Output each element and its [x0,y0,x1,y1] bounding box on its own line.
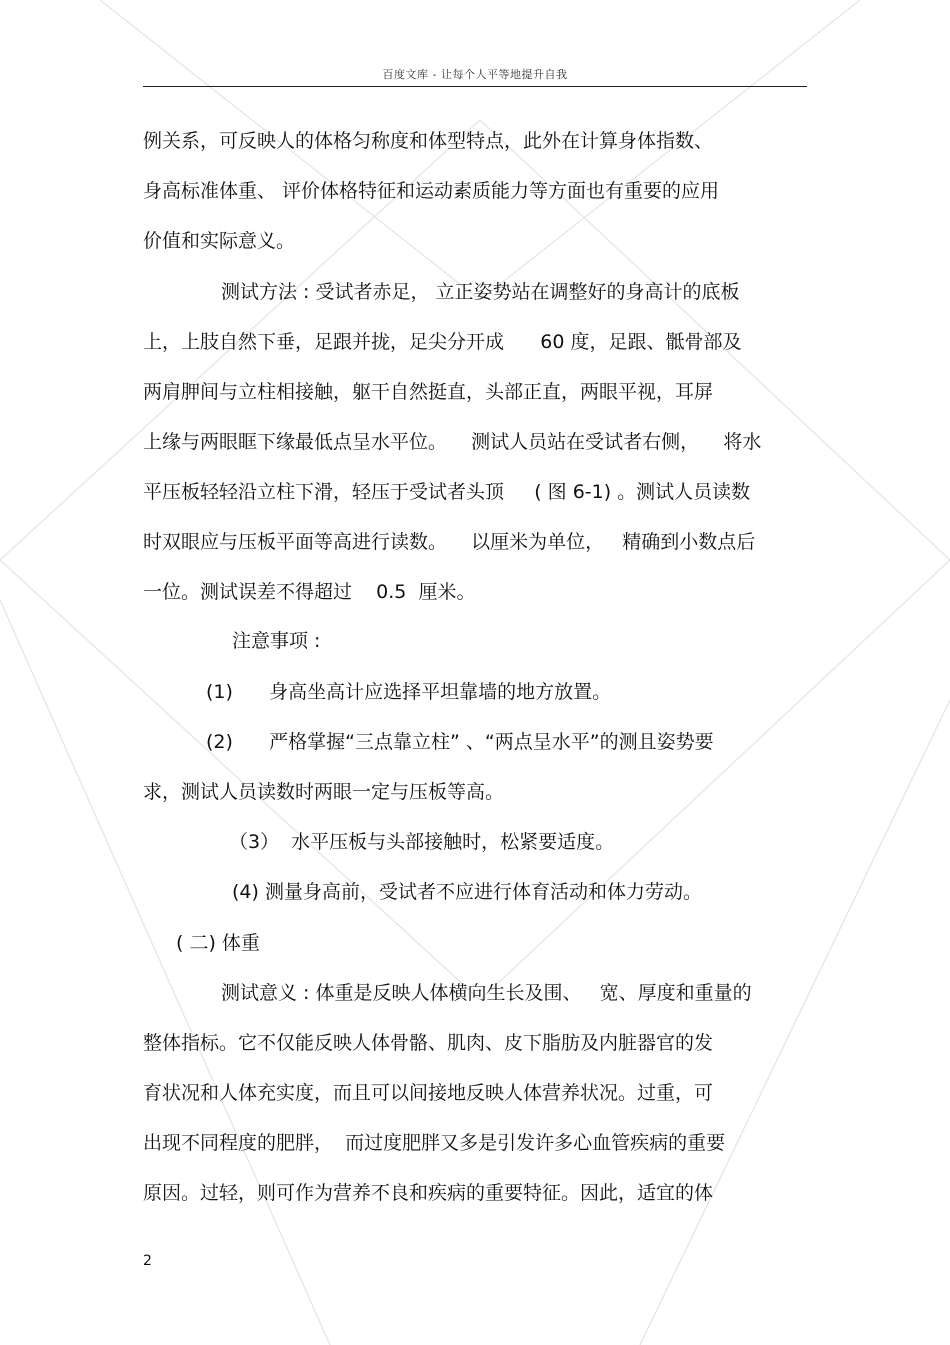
page-number: 2 [143,1253,152,1269]
text-line: 平压板轻轻沿立柱下滑，轻压于受试者头顶 ( 图 6-1) 。测试人员读数 [143,481,751,503]
text-line: 两肩胛间与立柱相接触，躯干自然挺直，头部正直，两眼平视，耳屏 [143,381,714,403]
section-heading: 注意事项 : [232,630,321,652]
text-line: 例关系，可反映人的体格匀称度和体型特点，此外在计算身体指数、 [143,130,714,152]
list-item: (2) 严格掌握“三点靠立柱” 、“两点呈水平”的测且姿势要 [206,731,714,753]
text-line: 出现不同程度的肥胖， 而过度肥胖又多是引发许多心血管疾病的重要 [143,1132,726,1154]
text-line: 时双眼应与压板平面等高进行读数。 以厘米为单位， 精确到小数点后 [143,531,756,553]
text-line: 测试意义 : 体重是反映人体横向生长及围、 宽、厚度和重量的 [221,982,752,1004]
section-heading: ( 二) 体重 [176,932,260,954]
text-line: 一位。测试误差不得超过 0.5 厘米。 [143,581,476,603]
text-line: 求，测试人员读数时两眼一定与压板等高。 [143,781,505,803]
header-divider [143,86,807,87]
list-item: (4) 测量身高前，受试者不应进行体育活动和体力劳动。 [232,881,702,903]
text-line: 身高标准体重、 评价体格特征和运动素质能力等方面也有重要的应用 [143,180,720,202]
list-item: （3） 水平压板与头部接触时，松紧要适度。 [229,831,615,853]
text-line: 育状况和人体充实度，而且可以间接地反映人体营养状况。过重，可 [143,1082,714,1104]
page-header: 百度文库 - 让每个人平等地提升自我 [382,68,568,81]
list-item: (1) 身高坐高计应选择平坦靠墙的地方放置。 [206,681,612,703]
text-line: 价值和实际意义。 [143,230,296,252]
text-line: 原因。过轻，则可作为营养不良和疾病的重要特征。因此，适宜的体 [143,1182,714,1204]
text-line: 测试方法 : 受试者赤足， 立正姿势站在调整好的身高计的底板 [221,281,740,303]
text-line: 上，上肢自然下垂，足跟并拢，足尖分开成 60 度，足跟、骶骨部及 [143,331,742,353]
text-line: 整体指标。它不仅能反映人体骨骼、肌肉、皮下脂肪及内脏器官的发 [143,1032,714,1054]
text-line: 上缘与两眼眶下缘最低点呈水平位。 测试人员站在受试者右侧， 将水 [143,431,762,453]
